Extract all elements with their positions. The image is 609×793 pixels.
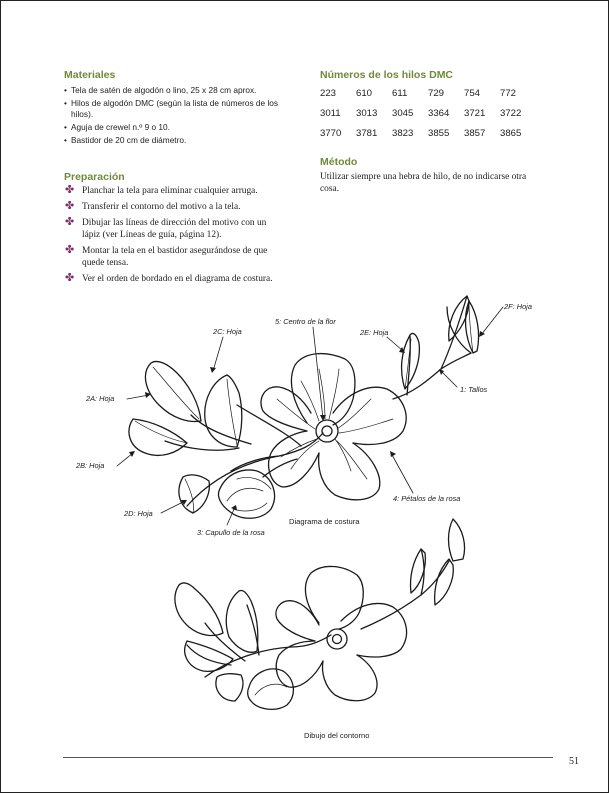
footer-rule: [63, 757, 553, 758]
list-item: ✤ Planchar la tela para eliminar cualquier arruga.: [65, 184, 258, 196]
flower-bullet-icon: ✤: [65, 271, 75, 284]
list-item: • Hilos de algodón DMC (según la lista de números de los hilos).: [64, 98, 289, 119]
flower-center-inner: [322, 426, 332, 436]
diagram-caption: Diagrama de costura: [289, 517, 360, 526]
flower-bullet-icon: ✤: [65, 184, 75, 196]
method-heading: Método: [320, 156, 358, 168]
list-item: ✤ Dibujar las líneas de dirección del motivo con un lápiz (ver Líneas de guía, página 12).: [65, 216, 267, 240]
page-number: 51: [569, 756, 579, 767]
method-text: Utilizar siempre una hebra de hilo, de no indicarse otra cosa.: [320, 172, 527, 195]
label-leaf-2c: 2C: Hoja: [213, 327, 242, 336]
leaf: [449, 519, 465, 561]
label-rose-petals: 4: Pétalos de la rosa: [393, 494, 461, 503]
table-cell: 3011: [320, 107, 341, 119]
table-cell: 3781: [356, 127, 378, 139]
leaf-2d: [179, 475, 209, 513]
table-cell: 223: [320, 87, 337, 99]
label-stems: 1: Tallos: [460, 385, 488, 394]
list-item: ✤ Montar la tela en el bastidor asegurándose de que quede tensa.: [65, 244, 268, 268]
petal: [305, 566, 363, 629]
leaf: [175, 583, 223, 636]
materials-heading: Materiales: [64, 69, 116, 81]
table-cell: 3722: [500, 107, 522, 119]
petal: [319, 443, 380, 500]
list-item: • Tela de satén de algodón o lino, 25 x 28 cm aprox.: [64, 85, 289, 96]
label-leaf-2e: 2E: Hoja: [360, 328, 389, 337]
list-item: • Aguja de crewel n.º 9 o 10.: [64, 122, 289, 133]
list-item: ✤ Transferir el contorno del motivo a la tela.: [65, 200, 241, 213]
table-cell: 3721: [464, 107, 486, 119]
table-cell: 3364: [428, 107, 450, 119]
stitch-diagram: [117, 296, 503, 525]
table-cell: 3855: [428, 127, 450, 139]
label-leaf-2a: 2A: Hoja: [86, 394, 115, 403]
table-cell: 3770: [320, 127, 342, 139]
table-cell: 610: [356, 87, 373, 99]
rose-bud: [248, 669, 294, 709]
leaf: [216, 674, 243, 701]
table-cell: 3857: [464, 127, 486, 139]
petal: [291, 354, 355, 425]
table-cell: 3865: [500, 127, 522, 139]
table-cell: 3013: [356, 107, 378, 119]
flower-bullet-icon: ✤: [65, 200, 75, 213]
leaf-2c: [205, 375, 242, 447]
table-cell: 3823: [392, 127, 414, 139]
table-cell: 3045: [392, 107, 414, 119]
label-leaf-2d: 2D: Hoja: [124, 509, 153, 518]
leaf: [435, 559, 454, 605]
threads-heading: Números de los hilos DMC: [320, 69, 454, 81]
preparation-heading: Preparación: [64, 171, 125, 183]
table-cell: 611: [392, 87, 408, 99]
petal: [323, 655, 377, 701]
flower-bullet-icon: ✤: [65, 216, 75, 229]
label-leaf-2f: 2F: Hoja: [504, 302, 532, 311]
label-leaf-2b: 2B: Hoja: [76, 461, 105, 470]
outline-caption: Dibujo del contorno: [304, 731, 370, 740]
leaf-2b: [129, 419, 187, 455]
table-cell: 772: [500, 87, 517, 99]
label-flower-center: 5: Centro de la flor: [275, 317, 336, 326]
flower-bullet-icon: ✤: [65, 244, 75, 257]
list-item: ✤ Ver el orden de bordado en el diagrama de costura.: [65, 271, 273, 284]
table-cell: 729: [428, 87, 445, 99]
list-item: • Bastidor de 20 cm de diámetro.: [64, 135, 289, 146]
flower-center: [316, 420, 338, 442]
label-rose-bud: 3: Capullo de la rosa: [197, 528, 265, 537]
table-cell: 754: [464, 87, 481, 99]
outline-drawing: [175, 519, 465, 709]
petal: [276, 601, 319, 641]
flower-center: [327, 629, 347, 649]
